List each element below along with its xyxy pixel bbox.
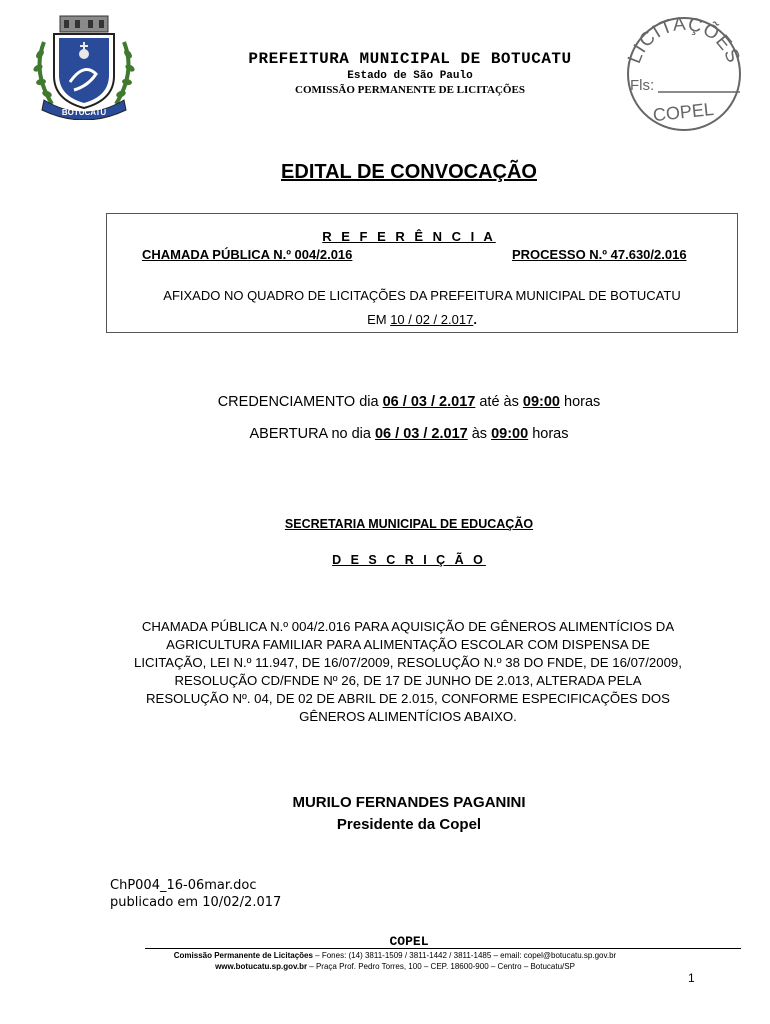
chamada-publica-number: CHAMADA PÚBLICA N.º 004/2.016 [142,247,353,262]
credenciamento-time: 09:00 [522,394,560,410]
afixado-date: 10 / 02 / 2.017 [390,312,474,327]
svg-text:BOTUCATU: BOTUCATU [61,108,107,117]
svg-text:LICITAÇÕES: LICITAÇÕES [624,14,744,67]
published-date: publicado em 10/02/2.017 [110,895,282,910]
descricao-line: AGRICULTURA FAMILIAR PARA ALIMENTAÇÃO ESCOLAR COM DISPENSA DE [166,637,650,652]
descricao-line: LICITAÇÃO, LEI N.º 11.947, DE 16/07/2009, RESOLUÇÃO N.º 38 DO FNDE, DE 16/07/2009, [134,655,682,670]
descricao-heading: D E S C R I Ç Ã O [332,553,486,567]
signer-role: Presidente da Copel [336,816,482,833]
document-title: EDITAL DE CONVOCAÇÃO [281,161,537,183]
file-name: ChP004_16-06mar.doc [110,878,257,893]
municipal-crest-logo [30,12,138,120]
abertura-date: 06 / 03 / 2.017 [374,426,468,442]
page-number: 1 [688,971,695,985]
footer-contact-line: Comissão Permanente de Licitações – Fones: (14) 3811-1509 / 3811-1442 / 3811-1485 – email: copel@botucatu.sp.gov.br [173,951,617,960]
header-state: Estado de São Paulo [347,70,473,82]
website-link[interactable]: www.botucatu.sp.gov.br [215,962,308,971]
abertura-line: ABERTURA no dia 06 / 03 / 2.017 às 09:00 horas [249,426,569,442]
secretaria-heading: SECRETARIA MUNICIPAL DE EDUCAÇÃO [284,517,534,531]
descricao-body [108,618,708,726]
descricao-line: RESOLUÇÃO Nº. 04, DE 02 DE ABRIL DE 2.015, CONFORME ESPECIFICAÇÕES DOS [146,691,670,706]
licitacoes-stamp [618,14,750,132]
afixado-date-line: EM 10 / 02 / 2.017. [367,312,477,327]
afixado-text: AFIXADO NO QUADRO DE LICITAÇÕES DA PREFEITURA MUNICIPAL DE BOTUCATU [163,288,681,303]
credenciamento-date: 06 / 03 / 2.017 [382,394,476,410]
header-committee: COMISSÃO PERMANENTE DE LICITAÇÕES [295,84,525,96]
abertura-time: 09:00 [491,426,529,442]
credenciamento-line: CREDENCIAMENTO dia 06 / 03 / 2.017 até às 09:00 horas [217,394,601,410]
reference-heading: R E F E R Ê N C I A [322,229,496,244]
footer-title: COPEL [389,934,429,949]
footer-address-line: www.botucatu.sp.gov.br – Praça Prof. Pedro Torres, 100 – CEP. 18600-900 – Centro – Botucatu/SP [215,962,575,971]
descricao-line: RESOLUÇÃO CD/FNDE Nº 26, DE 17 DE JUNHO DE 2.013, ALTERADA PELA [174,673,642,688]
svg-text:Fls:: Fls: [630,77,655,94]
signer-name: MURILO FERNANDES PAGANINI [292,794,526,811]
descricao-line: CHAMADA PÚBLICA N.º 004/2.016 PARA AQUISIÇÃO DE GÊNEROS ALIMENTÍCIOS DA [141,619,675,634]
descricao-line: GÊNEROS ALIMENTÍCIOS ABAIXO. [299,709,517,724]
footer-divider [145,948,741,949]
processo-number: PROCESSO N.º 47.630/2.016 [512,247,687,262]
svg-text:COPEL: COPEL [651,98,715,126]
header-title: PREFEITURA MUNICIPAL DE BOTUCATU [248,50,572,68]
